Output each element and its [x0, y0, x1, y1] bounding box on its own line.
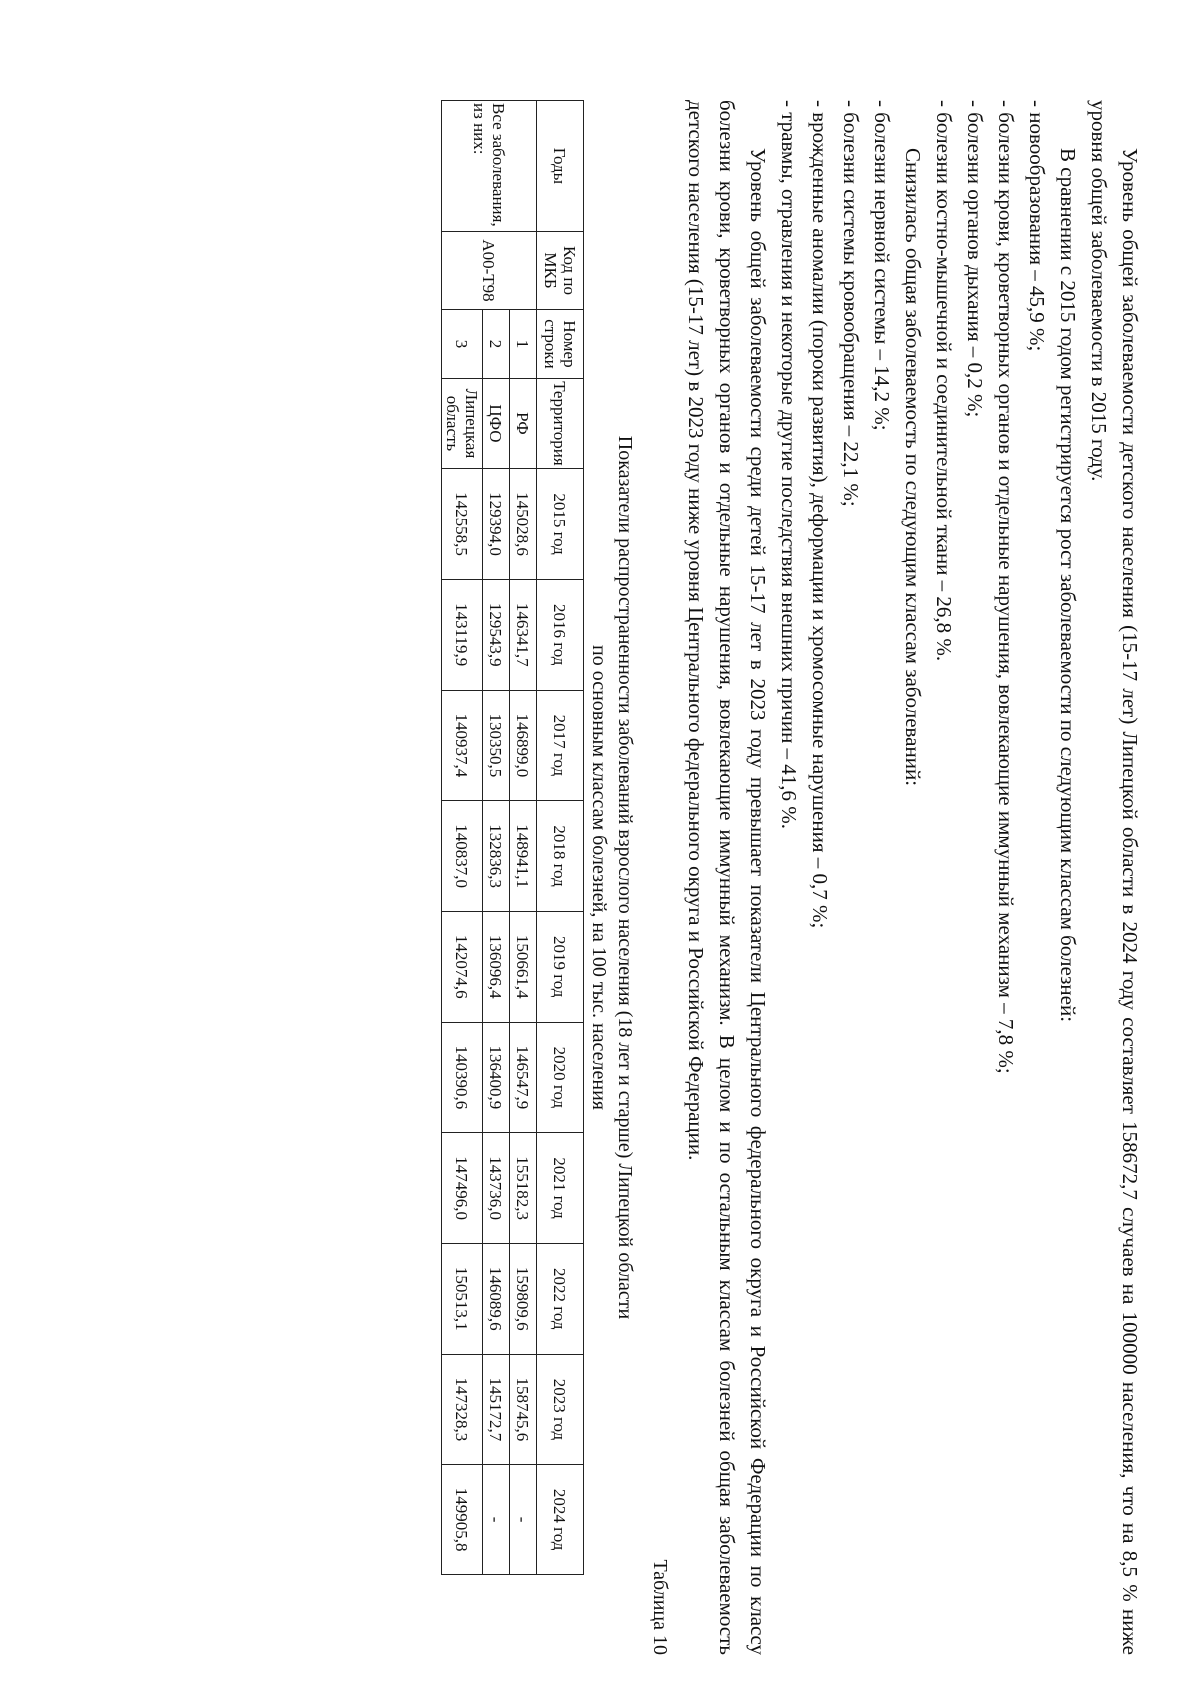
header-2021: 2021 год	[537, 1133, 584, 1244]
header-2015: 2015 год	[537, 469, 584, 580]
caption-line-2: по основным классам болезней, на 100 тыс. населения	[588, 645, 610, 1110]
table-cell: 136096,4	[483, 911, 510, 1022]
table-cell: 143736,0	[483, 1133, 510, 1244]
table-row	[483, 101, 510, 1575]
row-number: 1	[510, 310, 537, 378]
row-icd-code: А00-Т98	[442, 231, 537, 309]
table-cell: -	[510, 1465, 537, 1575]
header-2024: 2024 год	[537, 1465, 584, 1575]
table-cell: 140937,4	[442, 690, 483, 801]
paragraph: В сравнении с 2015 годом регистрируется рост заболеваемости по следующим классам болезней:	[1056, 148, 1080, 1023]
row-number: 2	[483, 310, 510, 378]
morbidity-table	[441, 100, 584, 1575]
paragraph: - травмы, отравления и некоторые другие последствия внешних причин – 41,6 %.	[777, 100, 801, 830]
text-block	[680, 100, 1145, 1655]
table-row	[510, 101, 537, 1575]
table-cell: 140390,6	[442, 1022, 483, 1133]
header-row-number: Номер строки	[537, 310, 584, 378]
table-cell: 150513,1	[442, 1243, 483, 1354]
header-2023: 2023 год	[537, 1354, 584, 1465]
table-cell: 145172,7	[483, 1354, 510, 1465]
table-cell: 146899,0	[510, 690, 537, 801]
row-territory: РФ	[510, 378, 537, 469]
header-2017: 2017 год	[537, 690, 584, 801]
paragraph: - болезни системы кровообращения – 22,1 %;	[839, 100, 863, 507]
table-cell: 132836,3	[483, 801, 510, 912]
table-cell: 130350,5	[483, 690, 510, 801]
paragraph: - болезни органов дыхания – 0,2 %;	[963, 100, 987, 418]
paragraph: Уровень общей заболеваемости среди детей 15-17 лет в 2023 году превышает показатели Центрального федерального округа и Российской Федерации по классу болезни крови, кроветворных органов и отдельные нарушения, вовлекающие иммунный механизм. В целом и по остальным классам болезней общая заболеваемость детского населения (15-17 лет) в 2023 году ниже уровня Центрального федерального округа и Российской Федерации.	[684, 100, 770, 1655]
paragraph: - болезни костно-мышечной и соединительной ткани – 26,8 %.	[932, 100, 956, 662]
header-2016: 2016 год	[537, 579, 584, 690]
header-2022: 2022 год	[537, 1243, 584, 1354]
table-cell: 146341,7	[510, 579, 537, 690]
header-2019: 2019 год	[537, 911, 584, 1022]
row-label: Все заболевания, из них:	[442, 101, 537, 232]
row-number: 3	[442, 310, 483, 378]
caption-line-1: Показатели распространенности заболеваний взрослого населения (18 лет и старше) Липецкой области	[614, 435, 636, 1320]
header-territory: Территория	[537, 378, 584, 469]
table-cell: 150661,4	[510, 911, 537, 1022]
paragraph: - новообразования – 45,9 %;	[1025, 100, 1049, 352]
table-cell: 158745,6	[510, 1354, 537, 1465]
header-2018: 2018 год	[537, 801, 584, 912]
table-caption	[586, 100, 638, 1655]
table-cell: 145028,6	[510, 469, 537, 580]
table-cell: 129394,0	[483, 469, 510, 580]
table-cell: 129543,9	[483, 579, 510, 690]
document-body	[441, 100, 1145, 1655]
table-cell: 136400,9	[483, 1022, 510, 1133]
paragraph: Уровень общей заболеваемости детского населения (15-17 лет) Липецкой области в 2024 году составляет 158672,7 случаев на 100000 населения, что на 8,5 % ниже уровня общей заболеваемости в 2015 году.	[1087, 100, 1142, 1655]
header-icd-code: Код по МКБ	[537, 231, 584, 309]
table-cell: 146089,6	[483, 1243, 510, 1354]
row-territory: ЦФО	[483, 378, 510, 469]
paragraph: Снизилась общая заболеваемость по следующим классам заболеваний:	[901, 148, 925, 787]
table-cell: 146547,9	[510, 1022, 537, 1133]
table-header-row	[537, 101, 584, 1575]
table-cell: 147496,0	[442, 1133, 483, 1244]
table-cell: 149905,8	[442, 1465, 483, 1575]
header-2020: 2020 год	[537, 1022, 584, 1133]
table-cell: 143119,9	[442, 579, 483, 690]
row-territory: Липецкая область	[442, 378, 483, 469]
header-years: Годы	[537, 101, 584, 232]
paragraph: - болезни нервной системы – 14,2 %;	[870, 100, 894, 431]
table-number: Таблица 10	[649, 1559, 671, 1655]
table-cell: 142074,6	[442, 911, 483, 1022]
table-cell: 155182,3	[510, 1133, 537, 1244]
table-cell: 148941,1	[510, 801, 537, 912]
table-cell: 147328,3	[442, 1354, 483, 1465]
table-cell: 142558,5	[442, 469, 483, 580]
table-cell: 140837,0	[442, 801, 483, 912]
table-body	[442, 101, 537, 1575]
table-cell: 159809,6	[510, 1243, 537, 1354]
table-row	[442, 101, 483, 1575]
table-cell: -	[483, 1465, 510, 1575]
paragraph: - врожденные аномалии (пороки развития), деформации и хромосомные нарушения – 0,7 %;	[808, 100, 832, 929]
paragraph: - болезни крови, кроветворных органов и отдельные нарушения, вовлекающие иммунный механизм – 7,8 %;	[994, 100, 1018, 1074]
